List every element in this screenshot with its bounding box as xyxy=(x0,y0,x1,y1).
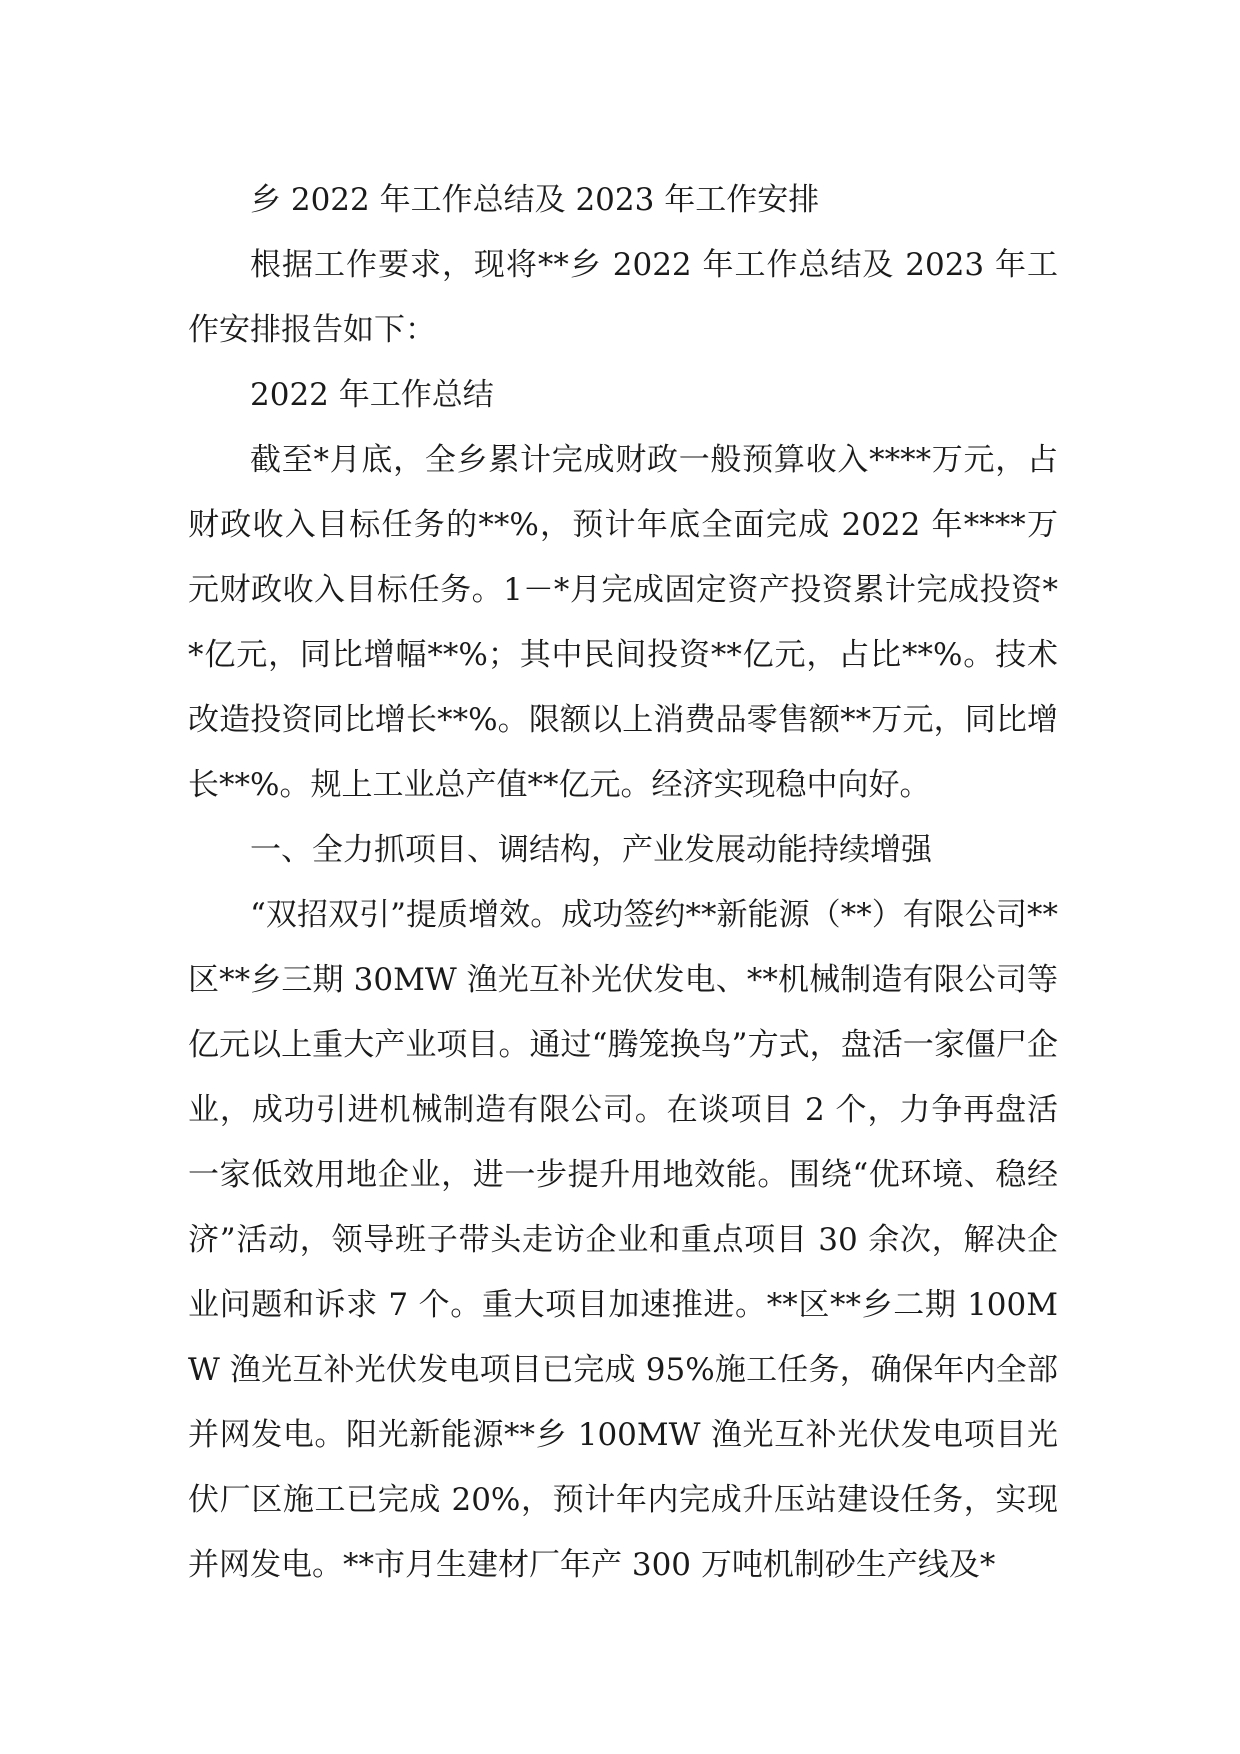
summary-paragraph: 截至*月底，全乡累计完成财政一般预算收入****万元，占财政收入目标任务的**%，预计年底全面完成 2022 年****万元财政收入目标任务。1－*月完成固定资产投资累计完成投资**亿元，同比增幅**%；其中民间投资**亿元，占比**%。技术改造投资同比增长**%。限额以上消费品零售额**万元，同比增长**%。规上工业总产值**亿元。经济实现稳中向好。 xyxy=(188,442,1058,803)
document-title: 乡 2022 年工作总结及 2023 年工作安排 xyxy=(250,182,820,218)
section-1-paragraph: “双招双引”提质增效。成功签约**新能源（**）有限公司**区**乡三期 30MW 渔光互补光伏发电、**机械制造有限公司等亿元以上重大产业项目。通过“腾笼换鸟”方式，盘活一家僵尸企业，成功引进机械制造有限公司。在谈项目 2 个，力争再盘活一家低效用地企业，进一步提升用地效能。围绕“优环境、稳经济”活动，领导班子带头走访企业和重点项目 30 余次，解决企业问题和诉求 7 个。重大项目加速推进。**区**乡二期 100MW 渔光互补光伏发电项目已完成 95%施工任务，确保年内全部并网发电。阳光新能源**乡 100MW 渔光互补光伏发电项目光伏厂区施工已完成 20%，预计年内完成升压站建设任务，实现并网发电。**市月生建材厂年产 300 万吨机制砂生产线及* xyxy=(188,897,1058,1583)
summary-heading: 2022 年工作总结 xyxy=(250,377,494,413)
intro-paragraph: 根据工作要求，现将**乡 2022 年工作总结及 2023 年工作安排报告如下： xyxy=(188,247,1058,348)
section-1-heading: 一、全力抓项目、调结构，产业发展动能持续增强 xyxy=(250,832,932,868)
document-body xyxy=(188,168,1058,1598)
